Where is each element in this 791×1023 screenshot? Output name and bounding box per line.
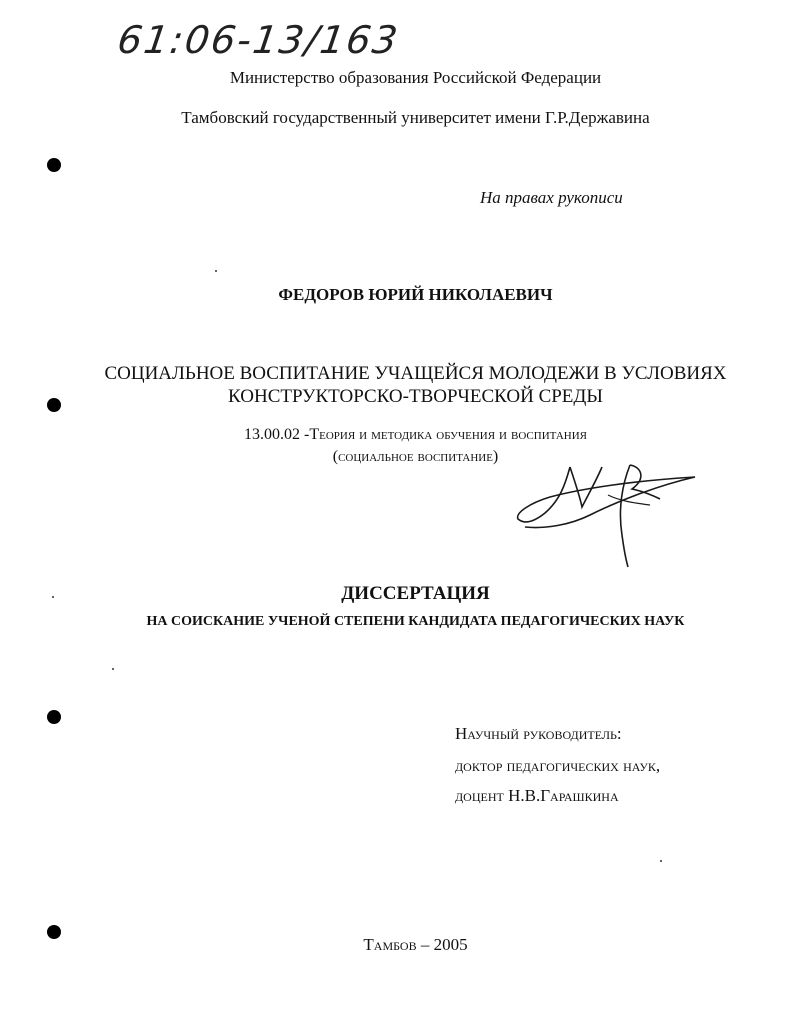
supervisor-degree: доктор педагогических наук, xyxy=(455,756,661,775)
scan-speck xyxy=(215,270,217,272)
bullet-mark-icon xyxy=(47,398,61,412)
signature-icon xyxy=(510,455,710,585)
ministry-name: Министерство образования Российской Федерации xyxy=(229,68,602,87)
specialty-line-2: (социальное воспитание) xyxy=(332,448,499,465)
supervisor-name: доцент Н.В.Гарашкина xyxy=(455,786,619,805)
university-name: Тамбовский государственный университет имени Г.Р.Державина xyxy=(181,108,650,127)
scan-speck xyxy=(112,668,114,670)
dissertation-title-line-1: СОЦИАЛЬНОЕ ВОСПИТАНИЕ УЧАЩЕЙСЯ МОЛОДЕЖИ В УСЛОВИЯХ xyxy=(104,363,727,384)
bullet-mark-icon xyxy=(47,158,61,172)
author-name: ФЕДОРОВ ЮРИЙ НИКОЛАЕВИЧ xyxy=(278,285,553,304)
degree-line: НА СОИСКАНИЕ УЧЕНОЙ СТЕПЕНИ КАНДИДАТА ПЕДАГОГИЧЕСКИХ НАУК xyxy=(146,614,685,629)
specialty-line-1: 13.00.02 -Теория и методика обучения и воспитания xyxy=(244,426,587,443)
scan-speck xyxy=(660,860,662,862)
bullet-mark-icon xyxy=(47,710,61,724)
rights-note: На правах рукописи xyxy=(480,188,623,207)
archive-number-handwritten: 61:06-13/163 xyxy=(114,18,403,62)
city-year: Тамбов – 2005 xyxy=(363,935,468,954)
dissertation-title-line-2: КОНСТРУКТОРСКО-ТВОРЧЕСКОЙ СРЕДЫ xyxy=(228,386,603,407)
supervisor-label: Научный руководитель: xyxy=(455,724,622,743)
document-type: ДИССЕРТАЦИЯ xyxy=(341,583,490,604)
